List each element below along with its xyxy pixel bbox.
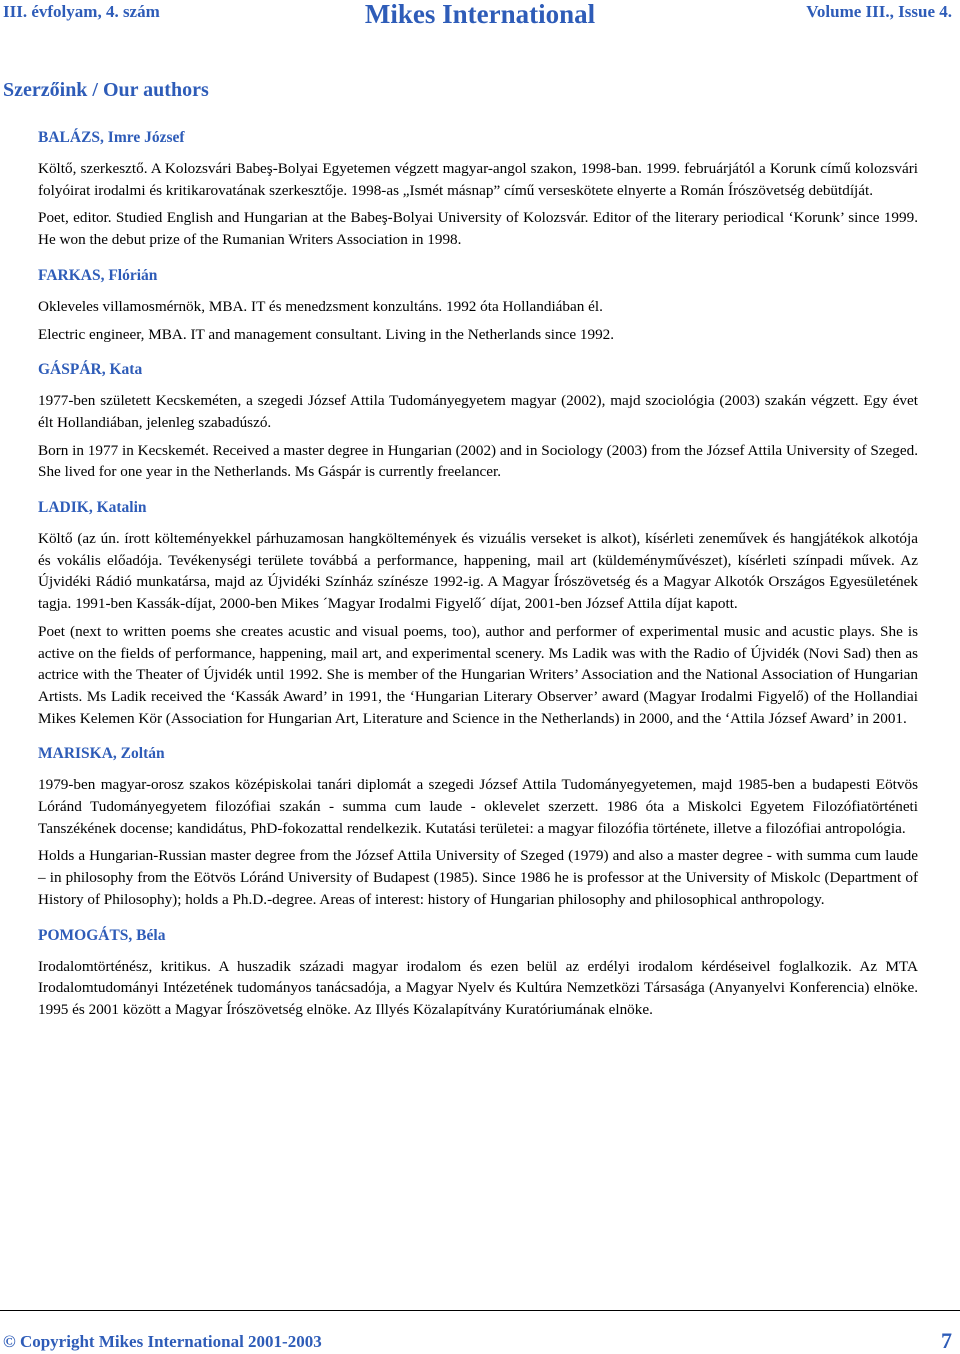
author-name <box>38 498 918 518</box>
author-bio-paragraph: Költő (az ún. írott költeményekkel párhuzamosan hangköltemények és vizuális verseket is alkot), kísérleti zeneművek és hangjátékok alkotója és vokális előadója. Tevékenységi területe továbbá a performance, happening, mail art (küldeményművészet), kísérleti színpadi művek. Az Újvidéki Rádió munkatársa, majd az Újvidéki Színház színésze 1992-ig. A Magyar Írószövetség és a Magyar Alkotók Országos Egyesületének tagja. 1991-ben Kassák-díjat, 2000-ben Mikes ´Magyar Irodalmi Figyelő´ díjat, 2001-ben József Attila díjat kapott. <box>38 530 918 613</box>
author-name <box>38 744 918 764</box>
author-name <box>38 266 918 286</box>
author-surname: LADIK <box>38 499 89 517</box>
author-entry <box>38 266 918 345</box>
author-entry <box>38 498 918 729</box>
author-entry <box>38 128 918 251</box>
author-bio-paragraph: Okleveles villamosmérnök, MBA. IT és menedzsment konzultáns. 1992 óta Hollandiában él. <box>38 297 603 315</box>
author-bio-paragraph: Holds a Hungarian-Russian master degree from the József Attila University of Szeged (1979) and also a master degree - with summa cum laude – in philosophy from the Eötvös Lóránd University of Budapest (1985). Since 1986 he is professor at the University of Miskolc (Department of History of Philosophy); holds a Ph.D.-degree. Areas of interest: history of Hungarian philosophy and philosophical anthropology. <box>38 847 918 908</box>
author-surname: MARISKA <box>38 745 113 763</box>
authors-list <box>38 120 918 1036</box>
author-name <box>38 360 918 380</box>
author-name <box>38 926 918 946</box>
header-volume-en: Volume III., Issue 4. <box>806 2 952 21</box>
author-bio-paragraph: Electric engineer, MBA. IT and management consultant. Living in the Netherlands since 1992. <box>38 325 615 343</box>
author-entry <box>38 744 918 910</box>
author-given-name: , Zoltán <box>112 745 165 763</box>
page-header <box>0 0 960 32</box>
footer-divider <box>0 1310 960 1311</box>
author-bio-paragraph: Irodalomtörténész, kritikus. A huszadik századi magyar irodalom és ezen belül az erdélyi irodalom kérdéseivel foglalkozik. Az MTA Irodalomtudományi Intézetének tudományos tanácsadója, a Magyar Nyelv és Kultúra Nemzetközi Társasága (Anyanyelvi Konferencia) elnöke. 1995 és 2001 között a Magyar Írószövetség elnöke. Az Illyés Közalapítvány Kuratóriumának elnöke. <box>38 957 918 1018</box>
author-given-name: , Béla <box>128 926 166 944</box>
footer-copyright: © Copyright Mikes International 2001-2003 <box>3 1332 322 1351</box>
author-given-name: , Katalin <box>88 499 147 517</box>
author-bio-paragraph: Költő, szerkesztő. A Kolozsvári Babeş-Bolyai Egyetemen végzett magyar-angol szakon, 1998-ban. 1999. februárjától a Korunk című kolozsvári folyóirat irodalmi és kritikarovatának szerkesztője. 1998-as „Ismét másnap” című verseskötete elnyerte a Román Írószövetség debütdíját. <box>38 160 918 199</box>
author-bio-paragraph: Poet (next to written poems she creates acustic and visual poems, too), author and performer of experimental music and acustic plays. She is active on the fields of performance, happening, mail art, and experimental scenery. Ms Ladik was with the Radio of Újvidék (Novi Sad) then as actrice with the Theater of Újvidék until 1992. She is member of the Hungarian Writers’ Association and the National Association of Hungarian Artists. Ms Ladik received the ‘Kassák Award’ in 1991, the ‘Hungarian Literary Observer’ award (Magyar Irodalmi Figyelő) of the Hollandiai Mikes Kelemen Kör (Association for Hungarian Art, Literature and Science in the Netherlands) in 2000, and the ‘Attila József Award’ in 2001. <box>38 622 918 727</box>
header-volume-hu: III. évfolyam, 4. szám <box>3 2 160 21</box>
author-surname: FARKAS <box>38 266 101 284</box>
author-bio-paragraph: 1977-ben született Kecskeméten, a szegedi József Attila Tudományegyetem magyar (2002), majd szociológia (2003) szakán végzett. Egy évet élt Hollandiában, jelenleg szabadúszó. <box>38 392 918 431</box>
author-entry <box>38 926 918 1021</box>
author-given-name: , Flórián <box>100 266 158 284</box>
author-surname: GÁSPÁR <box>38 361 102 379</box>
author-bio-paragraph: 1979-ben magyar-orosz szakos középiskolai tanári diplomát a szegedi József Attila Tudományegyetemen, majd 1985-ben a budapesti Eötvös Lóránd Tudományegyetem filozófiai szakán - summa cum laude - oklevelet szerzett. 1986 óta a Miskolci Egyetem Filozófiatörténeti Tanszékének docense; kandidátus, PhD-fokozattal rendelkezik. Kutatási területei: a magyar filozófia története, illetve a filozófiai antropológia. <box>38 776 918 837</box>
section-title: Szerzőink / Our authors <box>3 79 209 101</box>
author-name <box>38 128 918 148</box>
author-bio-paragraph: Born in 1977 in Kecskemét. Received a master degree in Hungarian (2002) and in Sociology (2003) from the József Attila University of Szeged. She lived for one year in the Netherlands. Ms Gáspár is currently freelancer. <box>38 441 918 481</box>
author-bio-paragraph: Poet, editor. Studied English and Hungarian at the Babeş-Bolyai University of Kolozsvár. Editor of the literary periodical ‘Korunk’ since 1999. He won the debut prize of the Rumanian Writers Association in 1998. <box>38 209 918 249</box>
author-surname: BALÁZS <box>38 129 101 146</box>
author-entry <box>38 360 918 483</box>
page-number: 7 <box>941 1328 952 1353</box>
author-given-name: , Kata <box>101 361 143 379</box>
header-publication-title: Mikes International <box>364 0 596 29</box>
page-footer <box>0 1328 960 1354</box>
author-surname: POMOGÁTS <box>38 926 129 944</box>
author-given-name: , Imre József <box>100 129 185 146</box>
